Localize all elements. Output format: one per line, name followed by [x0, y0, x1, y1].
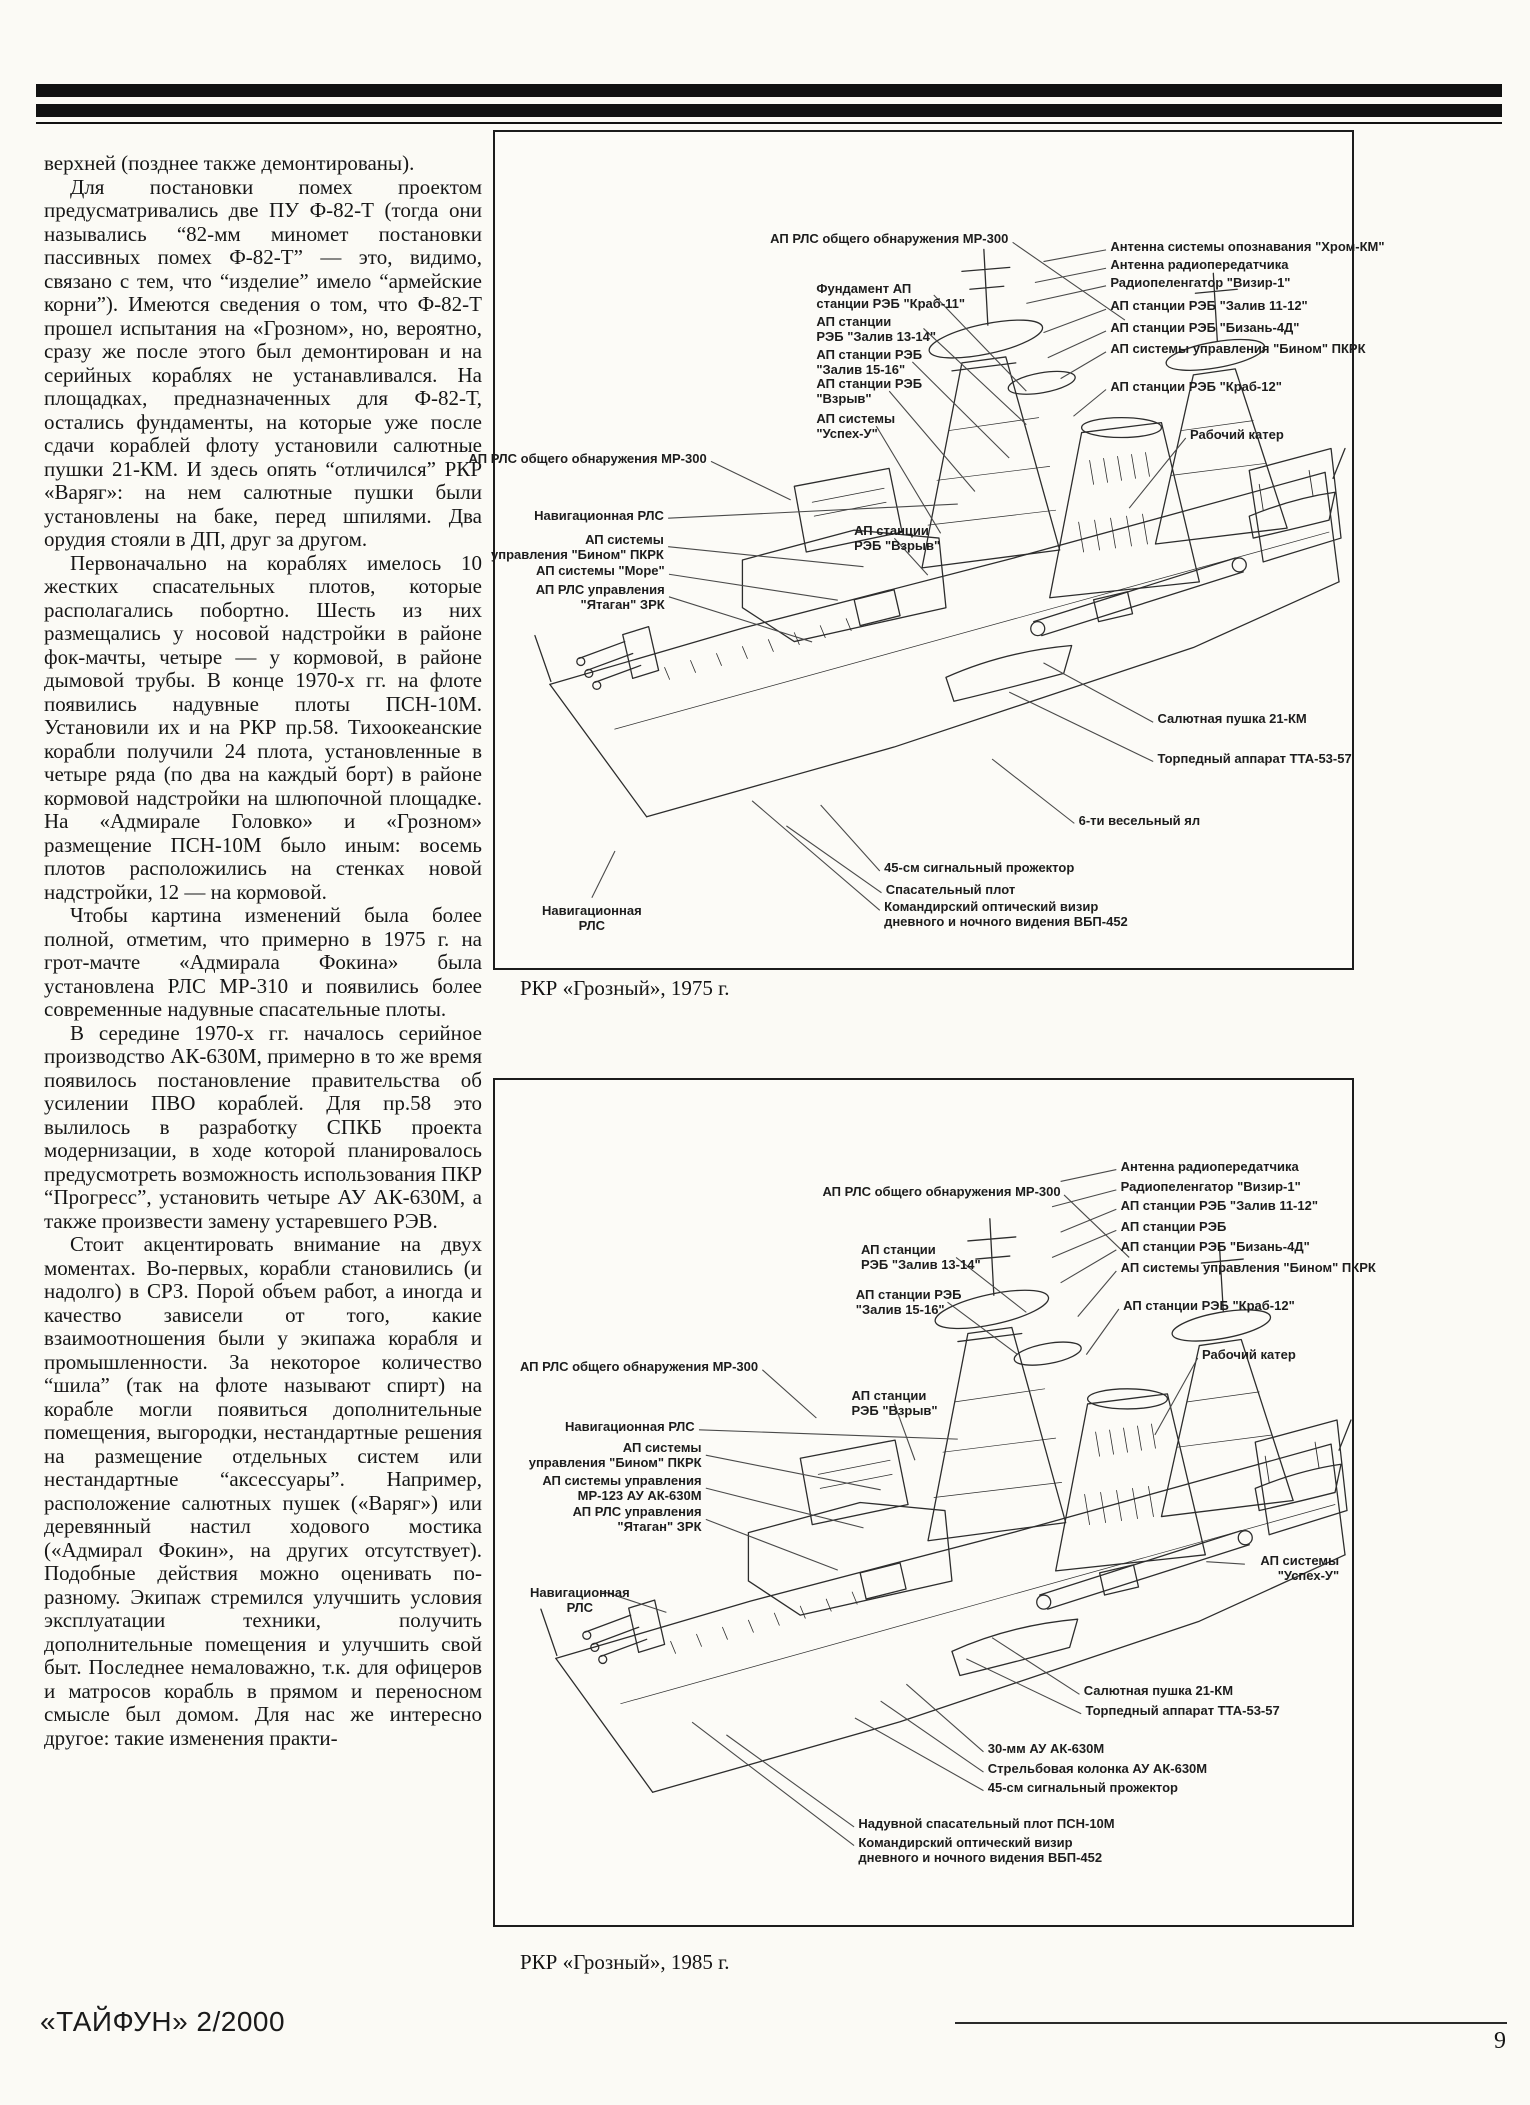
article-paragraph: верхней (позднее также демонтированы).	[44, 152, 415, 175]
top-rule-thin	[36, 122, 1502, 124]
diagram-label: АП РЛС общего обнаружения МР-300	[519, 1358, 759, 1374]
article-paragraph: Для постановки помех проектом предусматривались две ПУ Ф-82-Т (тогда они назывались “82-мм миномет постановки пассивных помех Ф-82-Т” — это, видимо, связано с тем, что “изделие” имело “армейские корни”). Имеются сведения о том, что Ф-82-Т прошел испытания на «Грозном», но, вероятно, сразу же после этого был демонтирован и на серийных кораблях не устанавливался. На площадках, предназначенных для Ф-82-Т, остались фундаменты, на которые уже после сдачи кораблей флоту установили салютные пушки 21-КМ. И здесь опять “отличился” РКР «Варяг»: на нем салютные пушки были установлены на баке, перед шпилями. Два орудия стояли в ДП, друг за другом.	[44, 174, 482, 551]
article-paragraph: Чтобы картина изменений была более полной, отметим, что примерно в 1975 г. на грот-мачте «Адмирала Фокина» была установлена РЛС МР-310 и появились более современные надувные спасательные плоты.	[44, 903, 482, 1021]
footer-rule	[955, 2022, 1507, 2024]
diagram-label: АП станции РЭБ "Бизань-4Д"	[1110, 320, 1300, 336]
diagram-label: АП станции РЭБ "Взрыв"	[851, 1388, 938, 1419]
diagram-label: АП станции РЭБ "Краб-12"	[1110, 378, 1282, 394]
diagram-label: Навигационная РЛС	[565, 1418, 695, 1434]
diagram-label: Рабочий катер	[1202, 1347, 1296, 1363]
article-paragraph: Стоит акцентировать внимание на двух моментах. Во-первых, корабли становились (и надолго) в СРЗ. Порой объем работ, а иногда и качество зависели от того, какие взаимоотношения были у экипажа корабля и промышленности. За некоторое количество “шила” (так на флоте называют спирт) на корабле могли появиться дополнительные помещения, выгородки, нестандартные решения на размещение отдельных систем или нестандартные “аксессуары”. Например, расположение салютных пушек («Варяг») или деревянный настил ходового мостика («Адмирал Фокин», на других отсутствует). Подобные действия можно оценивать по-разному. Экипаж стремился улучшить условия эксплуатации техники, получить дополнительные помещения и улучшить свой быт. Последнее немаловажно, т.к. для офицеров и матросов корабль в прямом и переносном смысле был домом. Для нас же интересно другое: такие изменения практи-	[44, 1232, 482, 1750]
diagram-label: Торпедный аппарат ТТА-53-57	[1085, 1702, 1280, 1718]
diagram-label: АП системы управления "Бином" ПКРК	[1110, 341, 1366, 356]
diagram-label: 30-мм АУ АК-630М	[987, 1740, 1105, 1756]
article-text-column	[44, 152, 482, 1992]
diagram-1975-frame	[468, 130, 1385, 970]
diagram-label: АП системы "Море"	[536, 563, 665, 579]
footer-journal-title: «ТАЙФУН» 2/2000	[40, 2006, 286, 2037]
diagram-label: Салютная пушка 21-КМ	[1157, 711, 1307, 727]
diagram-label: АП станции РЭБ "Залив 15-16"	[855, 1287, 962, 1318]
diagram-label: Надувной спасательный плот ПСН-10М	[858, 1815, 1115, 1831]
diagram-label: Рабочий катер	[1190, 427, 1284, 443]
diagram-label: Торпедный аппарат ТТА-53-57	[1157, 750, 1352, 766]
diagram-label: Навигационная РЛС	[541, 902, 642, 933]
diagram-label: АП РЛС управления "Ятаган" ЗРК	[535, 581, 665, 612]
diagram-label: АП станции РЭБ "Залив 13-14"	[860, 1242, 981, 1273]
diagram-1985-frame	[493, 1078, 1376, 1927]
diagram-label: Антенна радиопередатчика	[1110, 257, 1289, 273]
diagram-label: АП станции РЭБ "Бизань-4Д"	[1120, 1238, 1310, 1254]
diagram-label: АП РЛС общего обнаружения МР-300	[822, 1183, 1061, 1199]
diagram-label: АП станции РЭБ "Залив 11-12"	[1110, 298, 1308, 314]
diagram-label: 45-см сигнальный прожектор	[987, 1779, 1178, 1795]
diagram-label: АП РЛС общего обнаружения МР-300	[770, 231, 1009, 247]
diagram-label: АП системы управления "Бином" ПКРК	[528, 1439, 702, 1470]
top-rule-bar-1	[36, 84, 1502, 97]
diagram-label: Навигационная РЛС	[529, 1585, 630, 1616]
diagram-label: АП станции РЭБ "Залив 11-12"	[1120, 1198, 1319, 1214]
diagram-1985-caption: РКР «Грозный», 1985 г.	[520, 1950, 730, 1974]
diagram-label: АП РЛС управления "Ятаган" ЗРК	[572, 1504, 702, 1535]
diagram-1975-caption: РКР «Грозный», 1975 г.	[520, 976, 730, 1000]
diagram-label: Навигационная РЛС	[534, 508, 664, 524]
top-rule-bar-2	[36, 104, 1502, 117]
page-number: 9	[1494, 2028, 1506, 2054]
diagram-label: АП станции РЭБ "Залив 15-16"	[816, 346, 923, 377]
diagram-label: Радиопеленгатор "Визир-1"	[1110, 274, 1291, 290]
diagram-label: АП системы управления "Бином" ПКРК	[1120, 1259, 1376, 1275]
diagram-label: Фундамент АП станции РЭБ "Краб-11"	[816, 280, 966, 311]
article-paragraph: Первоначально на кораблях имелось 10 жестких спасательных плотов, которые располагались побортно. Шесть из них размещались у носовой надстройки в районе фок-мачты, четыре — у кормовой, в районе дымовой трубы. В конце 1970-х гг. на флоте появились надувные плоты ПСН-10М. Установили их и на РКР пр.58. Тихоокеанские корабли получили 24 плота, установленные в четыре ряда (по два на каждый борт) в районе кормовой надстройки на шлюпочной площадке. На «Адмирале Головко» и «Грозном» размещение ПСН-10М было иным: восемь плотов расположились на стенках новой надстройки, 12 — на кормовой.	[44, 550, 482, 904]
diagram-label: Спасательный плот	[885, 881, 1016, 897]
diagram-label: Антенна системы опознавания "Хром-КМ"	[1110, 239, 1385, 254]
diagram-label: Стрельбовая колонка АУ АК-630М	[987, 1761, 1208, 1777]
diagram-label: Антенна радиопередатчика	[1120, 1158, 1299, 1174]
diagram-label: АП системы управления "Бином" ПКРК	[491, 531, 664, 562]
diagram-label: АП станции РЭБ "Краб-12"	[1123, 1298, 1295, 1313]
diagram-label: АП станции РЭБ "Взрыв"	[854, 523, 941, 554]
diagram-label: АП системы управления МР-123 АУ АК-630М	[542, 1472, 702, 1503]
diagram-label: АП системы "Успех-У"	[1260, 1553, 1340, 1584]
diagram-label: 6-ти весельный ял	[1078, 812, 1201, 828]
diagram-label: АП РЛС общего обнаружения МР-300	[468, 450, 707, 466]
diagram-label: Радиопеленгатор "Визир-1"	[1120, 1178, 1301, 1194]
diagram-label: АП станции РЭБ "Взрыв"	[816, 376, 923, 407]
diagram-label: 45-см сигнальный прожектор	[884, 860, 1075, 876]
diagram-label: АП станции РЭБ "Залив 13-14"	[816, 314, 937, 345]
article-paragraph: В середине 1970-х гг. началось серийное производство АК-630М, примерно в то же время появилось постановление правительства об усилении ПВО кораблей. Для пр.58 это вылилось в разработку СПКБ проекта модернизации, в ходе которой планировалось предусмотреть возможность использования ПКР “Прогресс”, установить четыре АУ АК-630М, а также произвести замену устаревшего РЭВ.	[44, 1020, 482, 1233]
diagram-label: АП системы "Успех-У"	[816, 411, 896, 442]
diagram-label: Командирский оптический визир дневного и ночного видения ВБП-452	[858, 1834, 1103, 1865]
diagram-label: АП станции РЭБ	[1120, 1219, 1227, 1235]
diagram-label: Командирский оптический визир дневного и ночного видения ВБП-452	[884, 899, 1128, 930]
diagram-label: Салютная пушка 21-КМ	[1083, 1683, 1234, 1699]
